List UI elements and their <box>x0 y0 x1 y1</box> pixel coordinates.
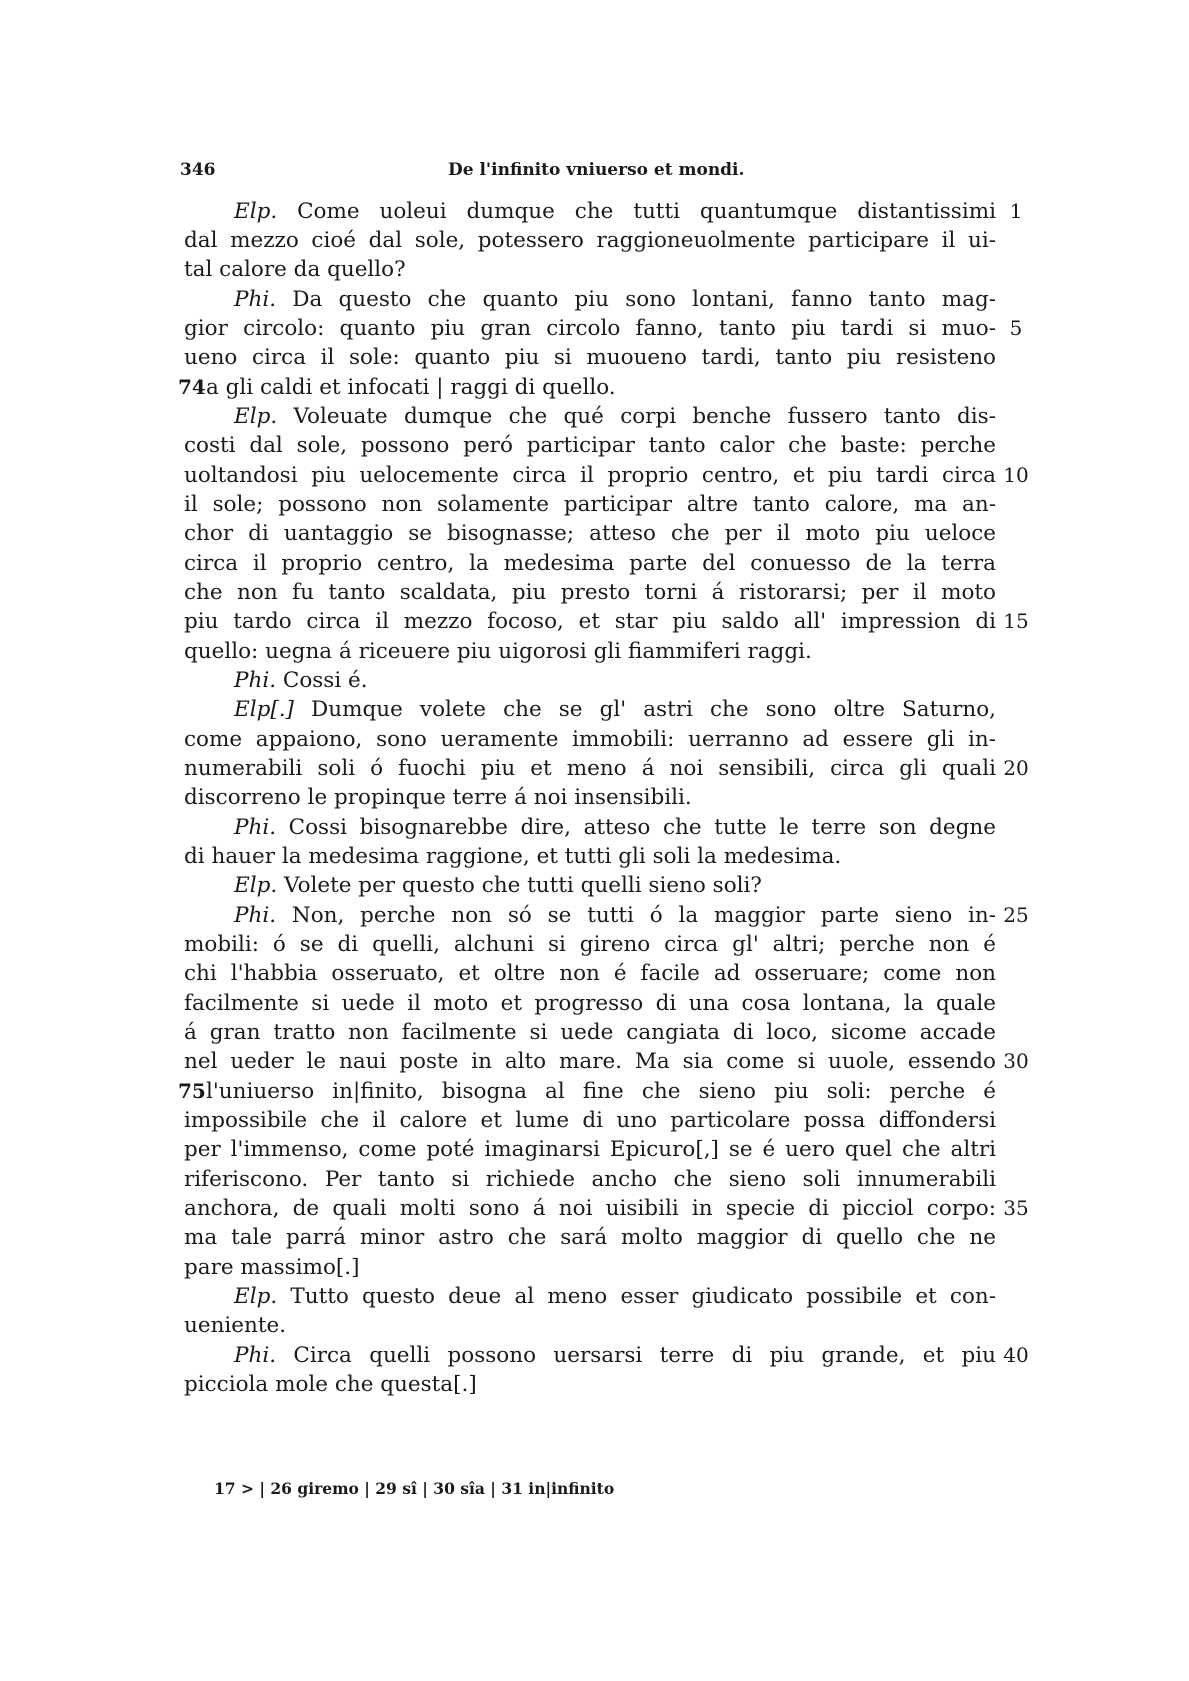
text-line: dal mezzo cioé dal sole, potessero raggioneuolmente participare il ui- <box>184 228 996 253</box>
line-number: 10 <box>1003 463 1029 487</box>
text-line <box>184 196 996 227</box>
critical-apparatus: 17 > | 26 giremo | 29 sî | 30 sîa | 31 in|infinito <box>214 1479 615 1498</box>
line-text: Non, perche non só se tutti ó la maggior parte sieno in- <box>291 903 996 928</box>
text-line: costi dal sole, possono peró participar tanto calor che baste: perche <box>184 433 996 458</box>
text-line: il sole; possono non solamente participar altre tanto calore, ma an- <box>184 492 996 517</box>
text-line: come appaiono, sono ueramente immobili: uerranno ad essere gli in- <box>184 727 996 752</box>
speaker-label: Phi. <box>234 1343 277 1368</box>
text-line: chor di uantaggio se bisognasse; atteso che per il moto piu ueloce <box>184 521 996 546</box>
text-line: impossibile che il calore et lume di uno particolare possa diffondersi <box>184 1108 996 1133</box>
text-line: l'uniuerso in|finito, bisogna al fine che sieno piu soli: perche é <box>206 1079 996 1104</box>
text-line: di hauer la medesima raggione, et tutti gli soli la medesima. <box>184 844 842 869</box>
text-line: ueniente. <box>184 1313 287 1338</box>
text-line: discorreno le propinque terre á noi insensibili. <box>184 785 692 810</box>
speaker-label: Elp. <box>234 199 278 224</box>
text-line: pare massimo[.] <box>184 1255 360 1280</box>
line-number: 15 <box>1003 609 1029 633</box>
text-line <box>184 1281 996 1312</box>
text-line: uoltandosi piu uelocemente circa il proprio centro, et piu tardi circa <box>184 463 996 488</box>
text-line: che non fu tanto scaldata, piu presto torni á ristorarsi; per il moto <box>184 580 996 605</box>
text-line: tal calore da quello? <box>184 257 406 282</box>
line-text: Circa quelli possono uersarsi terre di piu grande, et piu <box>293 1343 996 1368</box>
margin-page-ref: 74 <box>178 375 206 399</box>
text-line: chi l'habbia osseruato, et oltre non é facile ad osseruare; come non <box>184 961 996 986</box>
text-line: facilmente si uede il moto et progresso di una cosa lontana, la quale <box>184 991 996 1016</box>
text-line <box>184 870 996 901</box>
speaker-label: Elp. <box>234 1284 278 1309</box>
text-line: mobili: ó se di quelli, alchuni si gireno circa gl' altri; perche non é <box>184 932 996 957</box>
line-text: Come uoleui dumque che tutti quantumque distantissimi <box>297 199 996 224</box>
line-number: 1 <box>1009 199 1023 223</box>
line-text: Voleuate dumque che qué corpi benche fussero tanto dis- <box>293 404 996 429</box>
speaker-label: Elp. <box>234 404 278 429</box>
text-line: riferiscono. Per tanto si richiede ancho che sieno soli innumerabili <box>184 1167 996 1192</box>
margin-page-ref: 75 <box>178 1079 206 1103</box>
speaker-label: Elp. <box>234 873 278 898</box>
speaker-label: Phi. <box>234 903 277 928</box>
page-number: 346 <box>180 160 216 180</box>
line-text: Tutto questo deue al meno esser giudicato possibile et con- <box>290 1284 996 1309</box>
text-line <box>184 665 996 696</box>
text-line <box>184 401 996 432</box>
line-number: 20 <box>1003 756 1029 780</box>
text-line <box>184 694 996 725</box>
line-number: 40 <box>1003 1343 1029 1367</box>
line-number: 35 <box>1003 1196 1029 1220</box>
speaker-label: Phi. <box>234 668 277 693</box>
text-line <box>184 1340 996 1371</box>
line-text: Da questo che quanto piu sono lontani, fanno tanto mag- <box>292 287 996 312</box>
line-number: 5 <box>1009 316 1023 340</box>
text-line <box>184 284 996 315</box>
line-text: Cossi bisognarebbe dire, atteso che tutte le terre son degne <box>288 815 996 840</box>
running-title: De l'infinito vniuerso et mondi. <box>448 160 745 180</box>
running-header <box>180 160 990 184</box>
text-line: anchora, de quali molti sono á noi uisibili in specie di picciol corpo: <box>184 1196 996 1221</box>
line-text: Dumque volete che se gl' astri che sono oltre Saturno, <box>311 697 996 722</box>
text-line <box>184 812 996 843</box>
text-line: piu tardo circa il mezzo focoso, et star piu saldo all' impression di <box>184 609 996 634</box>
line-number: 30 <box>1003 1049 1029 1073</box>
text-line: gior circolo: quanto piu gran circolo fanno, tanto piu tardi si muo- <box>184 316 996 341</box>
speaker-label: Phi. <box>234 815 277 840</box>
text-line: á gran tratto non facilmente si uede cangiata di loco, sicome accade <box>184 1020 996 1045</box>
text-line: ma tale parrá minor astro che sará molto maggior di quello che ne <box>184 1225 996 1250</box>
line-text: Volete per questo che tutti quelli sieno soli? <box>284 873 762 898</box>
text-line: ueno circa il sole: quanto piu si muoueno tardi, tanto piu resisteno <box>184 345 996 370</box>
text-line: circa il proprio centro, la medesima parte del conuesso de la terra <box>184 551 996 576</box>
text-line: a gli caldi et infocati | raggi di quello. <box>206 375 616 400</box>
speaker-label: Elp[.] <box>234 697 294 722</box>
text-line: per l'immenso, come poté imaginarsi Epicuro[,] se é uero quel che altri <box>184 1137 996 1162</box>
text-line: nel ueder le naui poste in alto mare. Ma sia come si uuole, essendo <box>184 1049 996 1074</box>
text-line: picciola mole che questa[.] <box>184 1372 477 1397</box>
text-line: quello: uegna á riceuere piu uigorosi gli fiammiferi raggi. <box>184 639 812 664</box>
text-line <box>184 900 996 931</box>
line-text: Cossi é. <box>282 668 368 693</box>
speaker-label: Phi. <box>234 287 277 312</box>
text-line: numerabili soli ó fuochi piu et meno á noi sensibili, circa gli quali <box>184 756 996 781</box>
line-number: 25 <box>1003 903 1029 927</box>
